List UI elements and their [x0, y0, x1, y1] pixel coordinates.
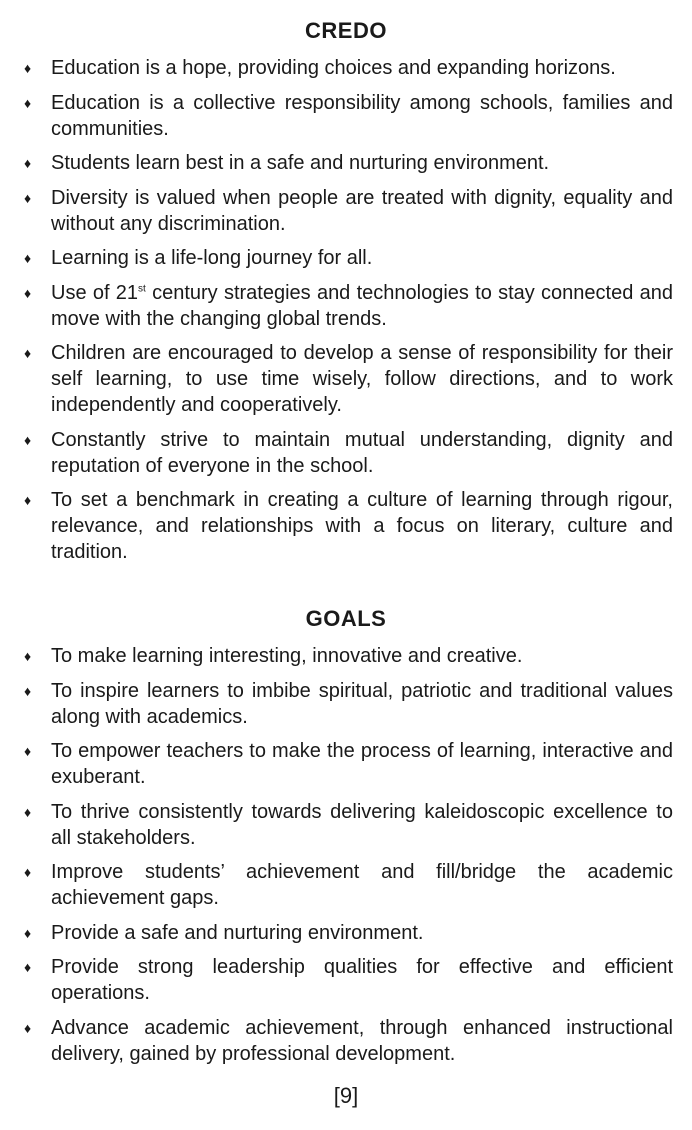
- diamond-bullet-icon: ♦: [24, 60, 32, 76]
- diamond-bullet-icon: ♦: [24, 250, 32, 266]
- goals-item: [0, 920, 692, 946]
- goals-item-text: Improve students’ achievement and fill/bridge the academic achievement gaps.: [51, 861, 673, 909]
- goals-item: [0, 1015, 692, 1067]
- credo-item: [0, 150, 692, 176]
- diamond-bullet-icon: ♦: [24, 345, 32, 361]
- goals-heading: GOALS: [305, 606, 387, 631]
- credo-item: [0, 427, 692, 479]
- diamond-bullet-icon: ♦: [24, 284, 32, 301]
- goals-item-text: Provide strong leadership qualities for effective and efficient operations.: [51, 956, 673, 1004]
- page-number: [9]: [333, 1083, 359, 1108]
- goals-item: [0, 859, 692, 911]
- credo-item: [0, 55, 692, 81]
- goals-item-text: To inspire learners to imbibe spiritual, patriotic and traditional values along with academics.: [51, 679, 673, 728]
- credo-item: [0, 340, 692, 418]
- goals-item-text: To thrive consistently towards delivering kaleidoscopic excellence to all stakeholders.: [51, 800, 673, 849]
- diamond-bullet-icon: ♦: [24, 1019, 32, 1036]
- diamond-bullet-icon: ♦: [24, 864, 32, 880]
- goals-item-text: To empower teachers to make the process of learning, interactive and exuberant.: [51, 740, 673, 788]
- credo-item-text: Students learn best in a safe and nurturing environment.: [51, 152, 550, 174]
- goals-item-text: Advance academic achievement, through enhanced instructional delivery, gained by professional development.: [51, 1016, 673, 1065]
- goals-item: [0, 678, 692, 730]
- credo-item-text: Constantly strive to maintain mutual understanding, dignity and reputation of everyone in the school.: [51, 428, 673, 477]
- diamond-bullet-icon: ♦: [24, 155, 32, 171]
- credo-item: [0, 487, 692, 565]
- credo-heading: CREDO: [305, 18, 387, 43]
- credo-item-text: Education is a hope, providing choices and expanding horizons.: [51, 57, 616, 79]
- diamond-bullet-icon: ♦: [24, 682, 32, 699]
- ordinal-superscript: st: [138, 282, 146, 294]
- credo-item-text: Children are encouraged to develop a sense of responsibility for their self learning, to use time wisely, follow directions, and to work independently and cooperatively.: [51, 342, 673, 416]
- goals-item: [0, 954, 692, 1006]
- credo-item: [0, 245, 692, 271]
- goals-item-text: To make learning interesting, innovative and creative.: [51, 645, 523, 667]
- credo-item: [0, 90, 692, 142]
- goals-item: [0, 738, 692, 790]
- diamond-bullet-icon: ♦: [24, 924, 32, 941]
- credo-item-text: [51, 282, 673, 330]
- credo-item-text: Diversity is valued when people are treated with dignity, equality and without any discrimination.: [51, 186, 673, 235]
- diamond-bullet-icon: ♦: [24, 743, 32, 759]
- diamond-bullet-icon: ♦: [24, 959, 32, 975]
- diamond-bullet-icon: ♦: [24, 431, 32, 448]
- diamond-bullet-icon: ♦: [24, 94, 32, 111]
- goals-item: [0, 643, 692, 669]
- diamond-bullet-icon: ♦: [24, 189, 32, 206]
- credo-item: [0, 185, 692, 237]
- diamond-bullet-icon: ♦: [24, 803, 32, 820]
- diamond-bullet-icon: ♦: [24, 492, 32, 508]
- goals-item-text: Provide a safe and nurturing environment.: [51, 921, 424, 944]
- credo-item-text: To set a benchmark in creating a culture of learning through rigour, relevance, and relationships with a focus on literary, culture and tradition.: [51, 489, 673, 563]
- credo-item-text: Learning is a life-long journey for all.: [51, 247, 373, 269]
- goals-item: [0, 799, 692, 851]
- credo-list: [0, 55, 692, 574]
- credo-item-text-end: century strategies and technologies to stay connected and move with the changing global trends.: [51, 281, 673, 330]
- credo-item-text-start: Use of 21: [51, 281, 139, 304]
- credo-item-text: Education is a collective responsibility among schools, families and communities.: [51, 91, 673, 140]
- goals-list: [0, 643, 692, 1075]
- diamond-bullet-icon: ♦: [24, 648, 32, 664]
- credo-item: [0, 280, 692, 332]
